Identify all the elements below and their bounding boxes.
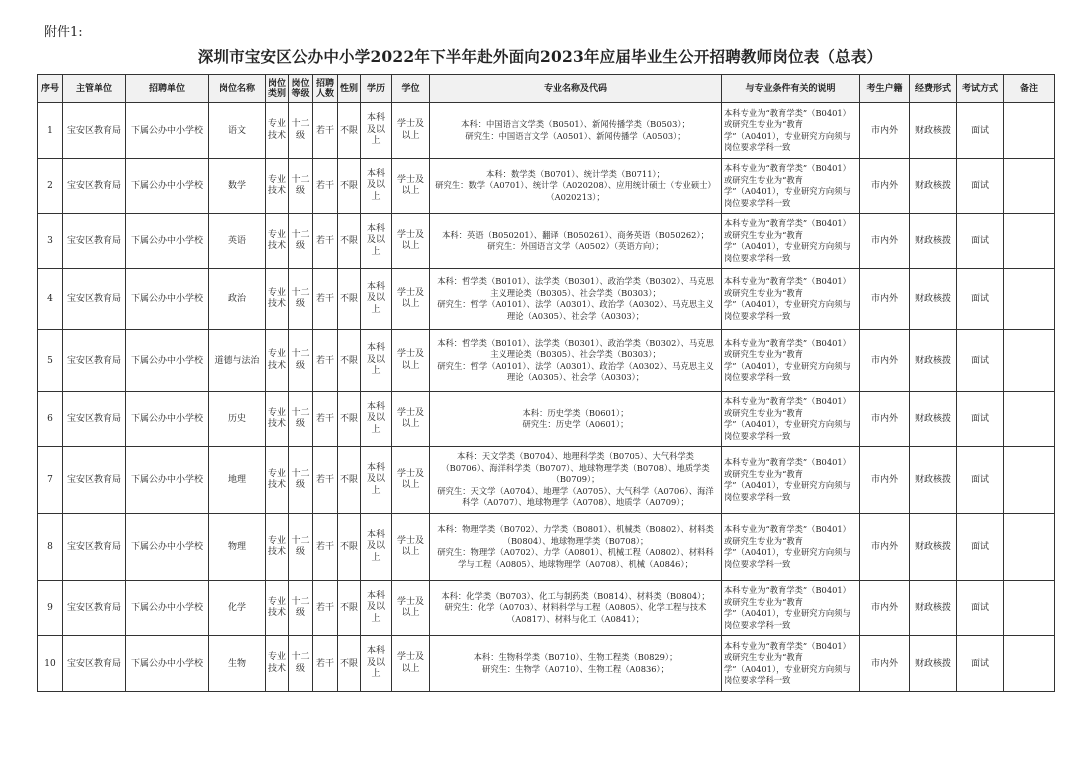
major-line: 本科：历史学类（B0601）；	[522, 407, 629, 418]
cell-dept: 宝安区教育局	[63, 514, 126, 581]
cell-hukou: 市内外	[860, 103, 910, 159]
major-line: 研究生：哲学（A0101）、法学（A0301）、政治学（A0302）、马克思主义理论（A0305）、社会学（A0303）；	[437, 360, 714, 382]
cell-hukou: 市内外	[860, 269, 910, 330]
cell-degree: 学士及以上	[392, 636, 430, 692]
cell-note: 本科专业为“教育学类”（B0401）或研究生专业为“教育学”（A0401），专业研究方向须与岗位要求学科一致	[722, 214, 860, 269]
cell-major	[430, 636, 722, 692]
cell-gender: 不限	[338, 514, 361, 581]
cell-education: 本科及以上	[361, 636, 392, 692]
cell-remark	[1004, 214, 1055, 269]
cell-education: 本科及以上	[361, 447, 392, 514]
cell-education: 本科及以上	[361, 392, 392, 447]
header-exam: 考试方式	[957, 75, 1004, 103]
cell-position: 地理	[209, 447, 266, 514]
cell-dept: 宝安区教育局	[63, 636, 126, 692]
cell-position: 生物	[209, 636, 266, 692]
cell-unit: 下属公办中小学校	[126, 514, 209, 581]
cell-grade: 十二级	[289, 392, 313, 447]
cell-dept: 宝安区教育局	[63, 269, 126, 330]
header-row	[38, 75, 1055, 103]
cell-category: 专业技术	[266, 636, 289, 692]
cell-education: 本科及以上	[361, 269, 392, 330]
cell-funding: 财政核拨	[910, 330, 957, 392]
cell-gender: 不限	[338, 103, 361, 159]
cell-seq: 10	[38, 636, 63, 692]
header-hukou: 考生户籍	[860, 75, 910, 103]
cell-funding: 财政核拨	[910, 581, 957, 636]
cell-major	[430, 392, 722, 447]
cell-seq: 8	[38, 514, 63, 581]
cell-category: 专业技术	[266, 514, 289, 581]
cell-exam: 面试	[957, 330, 1004, 392]
cell-count: 若干	[313, 514, 338, 581]
cell-grade: 十二级	[289, 514, 313, 581]
attachment-label: 附件1:	[44, 25, 83, 40]
cell-remark	[1004, 581, 1055, 636]
major-line: 研究生：哲学（A0101）、法学（A0301）、政治学（A0302）、马克思主义理论（A0305）、社会学（A0303）；	[437, 299, 714, 321]
major-line: 本科：哲学类（B0101）、法学类（B0301）、政治学类（B0302）、马克思主义理论类（B0305）、社会学类（B0303）；	[437, 337, 714, 359]
cell-unit: 下属公办中小学校	[126, 636, 209, 692]
cell-gender: 不限	[338, 581, 361, 636]
cell-major	[430, 214, 722, 269]
major-line: 本科：天文学类（B0704）、地理科学类（B0705）、大气科学类（B0706）、海洋科学类（B0707）、地球物理学类（B0708）、地质学类（B0709）；	[441, 451, 710, 485]
cell-exam: 面试	[957, 514, 1004, 581]
cell-seq: 6	[38, 392, 63, 447]
cell-degree: 学士及以上	[392, 330, 430, 392]
cell-grade: 十二级	[289, 330, 313, 392]
cell-category: 专业技术	[266, 581, 289, 636]
cell-position: 历史	[209, 392, 266, 447]
cell-count: 若干	[313, 103, 338, 159]
cell-count: 若干	[313, 159, 338, 214]
cell-position: 英语	[209, 214, 266, 269]
cell-seq: 9	[38, 581, 63, 636]
cell-gender: 不限	[338, 269, 361, 330]
cell-note: 本科专业为“教育学类”（B0401）或研究生专业为“教育学”（A0401），专业研究方向须与岗位要求学科一致	[722, 392, 860, 447]
major-line: 本科：中国语言文学类（B0501）、新闻传播学类（B0503）；	[461, 119, 690, 129]
cell-degree: 学士及以上	[392, 447, 430, 514]
cell-position: 语文	[209, 103, 266, 159]
cell-major	[430, 269, 722, 330]
header-seq: 序号	[38, 75, 63, 103]
cell-exam: 面试	[957, 636, 1004, 692]
cell-education: 本科及以上	[361, 581, 392, 636]
cell-education: 本科及以上	[361, 330, 392, 392]
cell-count: 若干	[313, 214, 338, 269]
cell-gender: 不限	[338, 159, 361, 214]
cell-hukou: 市内外	[860, 392, 910, 447]
cell-unit: 下属公办中小学校	[126, 330, 209, 392]
cell-degree: 学士及以上	[392, 514, 430, 581]
table-row	[38, 514, 1055, 581]
cell-seq: 3	[38, 214, 63, 269]
major-line: 研究生：物理学（A0702）、力学（A0801）、机械工程（A0802）、材料科学与工程（A0805）、地球物理学（A0708）、机械（A0846）；	[437, 547, 714, 569]
cell-gender: 不限	[338, 392, 361, 447]
cell-note: 本科专业为“教育学类”（B0401）或研究生专业为“教育学”（A0401），专业研究方向须与岗位要求学科一致	[722, 514, 860, 581]
header-dept: 主管单位	[63, 75, 126, 103]
table-row	[38, 392, 1055, 447]
cell-funding: 财政核拨	[910, 514, 957, 581]
major-line: 研究生：数学（A0701）、统计学（A020208）、应用统计硕士（专业硕士）（A020213）；	[435, 180, 716, 202]
cell-seq: 7	[38, 447, 63, 514]
cell-hukou: 市内外	[860, 330, 910, 392]
table-row	[38, 330, 1055, 392]
cell-major	[430, 581, 722, 636]
major-line: 本科：化学类（B0703）、化工与制药类（B0814）、材料类（B0804）；	[441, 590, 710, 601]
cell-grade: 十二级	[289, 103, 313, 159]
major-line: 研究生：历史学（A0601）；	[522, 419, 629, 429]
table-row	[38, 447, 1055, 514]
table-row	[38, 159, 1055, 214]
cell-major	[430, 514, 722, 581]
cell-unit: 下属公办中小学校	[126, 581, 209, 636]
cell-dept: 宝安区教育局	[63, 159, 126, 214]
cell-grade: 十二级	[289, 214, 313, 269]
cell-category: 专业技术	[266, 103, 289, 159]
cell-dept: 宝安区教育局	[63, 392, 126, 447]
table-row	[38, 581, 1055, 636]
header-funding: 经费形式	[910, 75, 957, 103]
cell-position: 化学	[209, 581, 266, 636]
major-line: 本科：哲学类（B0101）、法学类（B0301）、政治学类（B0302）、马克思主义理论类（B0305）、社会学类（B0303）；	[437, 276, 714, 298]
cell-grade: 十二级	[289, 447, 313, 514]
cell-remark	[1004, 447, 1055, 514]
cell-exam: 面试	[957, 269, 1004, 330]
cell-funding: 财政核拨	[910, 159, 957, 214]
header-gender: 性别	[338, 75, 361, 103]
cell-funding: 财政核拨	[910, 214, 957, 269]
major-line: 研究生：天文学（A0704）、地理学（A0705）、大气科学（A0706）、海洋科学（A0707）、地球物理学（A0708）、地质学（A0709）；	[437, 485, 714, 508]
cell-note: 本科专业为“教育学类”（B0401）或研究生专业为“教育学”（A0401），专业研究方向须与岗位要求学科一致	[722, 330, 860, 392]
cell-gender: 不限	[338, 447, 361, 514]
table-row	[38, 636, 1055, 692]
cell-seq: 4	[38, 269, 63, 330]
cell-count: 若干	[313, 392, 338, 447]
cell-category: 专业技术	[266, 159, 289, 214]
cell-gender: 不限	[338, 636, 361, 692]
cell-unit: 下属公办中小学校	[126, 103, 209, 159]
cell-major	[430, 159, 722, 214]
cell-category: 专业技术	[266, 392, 289, 447]
cell-hukou: 市内外	[860, 636, 910, 692]
cell-education: 本科及以上	[361, 214, 392, 269]
header-position: 岗位名称	[209, 75, 266, 103]
cell-count: 若干	[313, 269, 338, 330]
cell-unit: 下属公办中小学校	[126, 447, 209, 514]
cell-note: 本科专业为“教育学类”（B0401）或研究生专业为“教育学”（A0401），专业研究方向须与岗位要求学科一致	[722, 269, 860, 330]
cell-degree: 学士及以上	[392, 581, 430, 636]
cell-note: 本科专业为“教育学类”（B0401）或研究生专业为“教育学”（A0401），专业研究方向须与岗位要求学科一致	[722, 636, 860, 692]
cell-category: 专业技术	[266, 447, 289, 514]
cell-degree: 学士及以上	[392, 159, 430, 214]
cell-exam: 面试	[957, 214, 1004, 269]
cell-remark	[1004, 392, 1055, 447]
cell-seq: 1	[38, 103, 63, 159]
cell-position: 物理	[209, 514, 266, 581]
header-count: 招聘人数	[313, 75, 338, 103]
cell-degree: 学士及以上	[392, 103, 430, 159]
positions-table	[37, 74, 1055, 692]
major-line: 本科：英语（B050201）、翻译（B050261）、商务英语（B050262）；	[442, 229, 709, 240]
cell-grade: 十二级	[289, 159, 313, 214]
major-line: 研究生：外国语言文学（A0502）（英语方向）；	[487, 241, 664, 251]
header-major: 专业名称及代码	[430, 75, 722, 103]
cell-unit: 下属公办中小学校	[126, 269, 209, 330]
major-line: 研究生：生物学（A0710）、生物工程（A0836）；	[482, 663, 669, 674]
major-line: 本科：数学类（B0701）、统计学类（B0711）；	[486, 168, 665, 179]
major-line: 研究生：化学（A0703）、材料科学与工程（A0805）、化学工程与技术（A0817）、材料与化工（A0841）；	[444, 602, 707, 624]
cell-count: 若干	[313, 581, 338, 636]
header-education: 学历	[361, 75, 392, 103]
table-row	[38, 269, 1055, 330]
cell-degree: 学士及以上	[392, 392, 430, 447]
cell-major	[430, 103, 722, 159]
cell-remark	[1004, 103, 1055, 159]
cell-remark	[1004, 330, 1055, 392]
cell-education: 本科及以上	[361, 514, 392, 581]
cell-funding: 财政核拨	[910, 103, 957, 159]
cell-count: 若干	[313, 330, 338, 392]
cell-remark	[1004, 636, 1055, 692]
cell-gender: 不限	[338, 330, 361, 392]
cell-funding: 财政核拨	[910, 392, 957, 447]
cell-exam: 面试	[957, 581, 1004, 636]
cell-unit: 下属公办中小学校	[126, 214, 209, 269]
cell-funding: 财政核拨	[910, 447, 957, 514]
cell-degree: 学士及以上	[392, 269, 430, 330]
table-row	[38, 103, 1055, 159]
header-category: 岗位类别	[266, 75, 289, 103]
cell-remark	[1004, 269, 1055, 330]
cell-count: 若干	[313, 447, 338, 514]
cell-hukou: 市内外	[860, 514, 910, 581]
header-unit: 招聘单位	[126, 75, 209, 103]
cell-funding: 财政核拨	[910, 269, 957, 330]
cell-dept: 宝安区教育局	[63, 330, 126, 392]
cell-dept: 宝安区教育局	[63, 214, 126, 269]
cell-dept: 宝安区教育局	[63, 447, 126, 514]
cell-position: 数学	[209, 159, 266, 214]
cell-education: 本科及以上	[361, 159, 392, 214]
cell-seq: 5	[38, 330, 63, 392]
major-line: 本科：物理学类（B0702）、力学类（B0801）、机械类（B0802）、材料类（B0804）、地球物理学类（B0708）；	[437, 524, 714, 546]
cell-hukou: 市内外	[860, 447, 910, 514]
cell-category: 专业技术	[266, 214, 289, 269]
cell-major	[430, 447, 722, 514]
cell-dept: 宝安区教育局	[63, 581, 126, 636]
cell-seq: 2	[38, 159, 63, 214]
cell-hukou: 市内外	[860, 159, 910, 214]
document-title: 深圳市宝安区公办中小学2022年下半年赴外面向2023年应届毕业生公开招聘教师岗位表（总表）	[197, 47, 883, 66]
cell-category: 专业技术	[266, 330, 289, 392]
header-note: 与专业条件有关的说明	[722, 75, 860, 103]
cell-dept: 宝安区教育局	[63, 103, 126, 159]
cell-exam: 面试	[957, 447, 1004, 514]
cell-unit: 下属公办中小学校	[126, 392, 209, 447]
cell-exam: 面试	[957, 103, 1004, 159]
cell-remark	[1004, 159, 1055, 214]
cell-major	[430, 330, 722, 392]
cell-note: 本科专业为“教育学类”（B0401）或研究生专业为“教育学”（A0401），专业研究方向须与岗位要求学科一致	[722, 159, 860, 214]
cell-exam: 面试	[957, 392, 1004, 447]
header-degree: 学位	[392, 75, 430, 103]
cell-category: 专业技术	[266, 269, 289, 330]
cell-count: 若干	[313, 636, 338, 692]
cell-hukou: 市内外	[860, 581, 910, 636]
cell-note: 本科专业为“教育学类”（B0401）或研究生专业为“教育学”（A0401），专业研究方向须与岗位要求学科一致	[722, 447, 860, 514]
table-row	[38, 214, 1055, 269]
cell-exam: 面试	[957, 159, 1004, 214]
cell-note: 本科专业为“教育学类”（B0401）或研究生专业为“教育学”（A0401），专业研究方向须与岗位要求学科一致	[722, 581, 860, 636]
cell-hukou: 市内外	[860, 214, 910, 269]
cell-grade: 十二级	[289, 269, 313, 330]
cell-note: 本科专业为“教育学类”（B0401）或研究生专业为“教育学”（A0401），专业研究方向须与岗位要求学科一致	[722, 103, 860, 159]
header-grade: 岗位等级	[289, 75, 313, 103]
cell-gender: 不限	[338, 214, 361, 269]
header-remark: 备注	[1004, 75, 1055, 103]
cell-remark	[1004, 514, 1055, 581]
cell-education: 本科及以上	[361, 103, 392, 159]
cell-grade: 十二级	[289, 636, 313, 692]
cell-degree: 学士及以上	[392, 214, 430, 269]
cell-grade: 十二级	[289, 581, 313, 636]
major-line: 本科：生物科学类（B0710）、生物工程类（B0829）；	[473, 652, 678, 662]
major-line: 研究生：中国语言文学（A0501）、新闻传播学（A0503）；	[465, 130, 686, 141]
cell-position: 道德与法治	[209, 330, 266, 392]
cell-position: 政治	[209, 269, 266, 330]
cell-funding: 财政核拨	[910, 636, 957, 692]
cell-unit: 下属公办中小学校	[126, 159, 209, 214]
